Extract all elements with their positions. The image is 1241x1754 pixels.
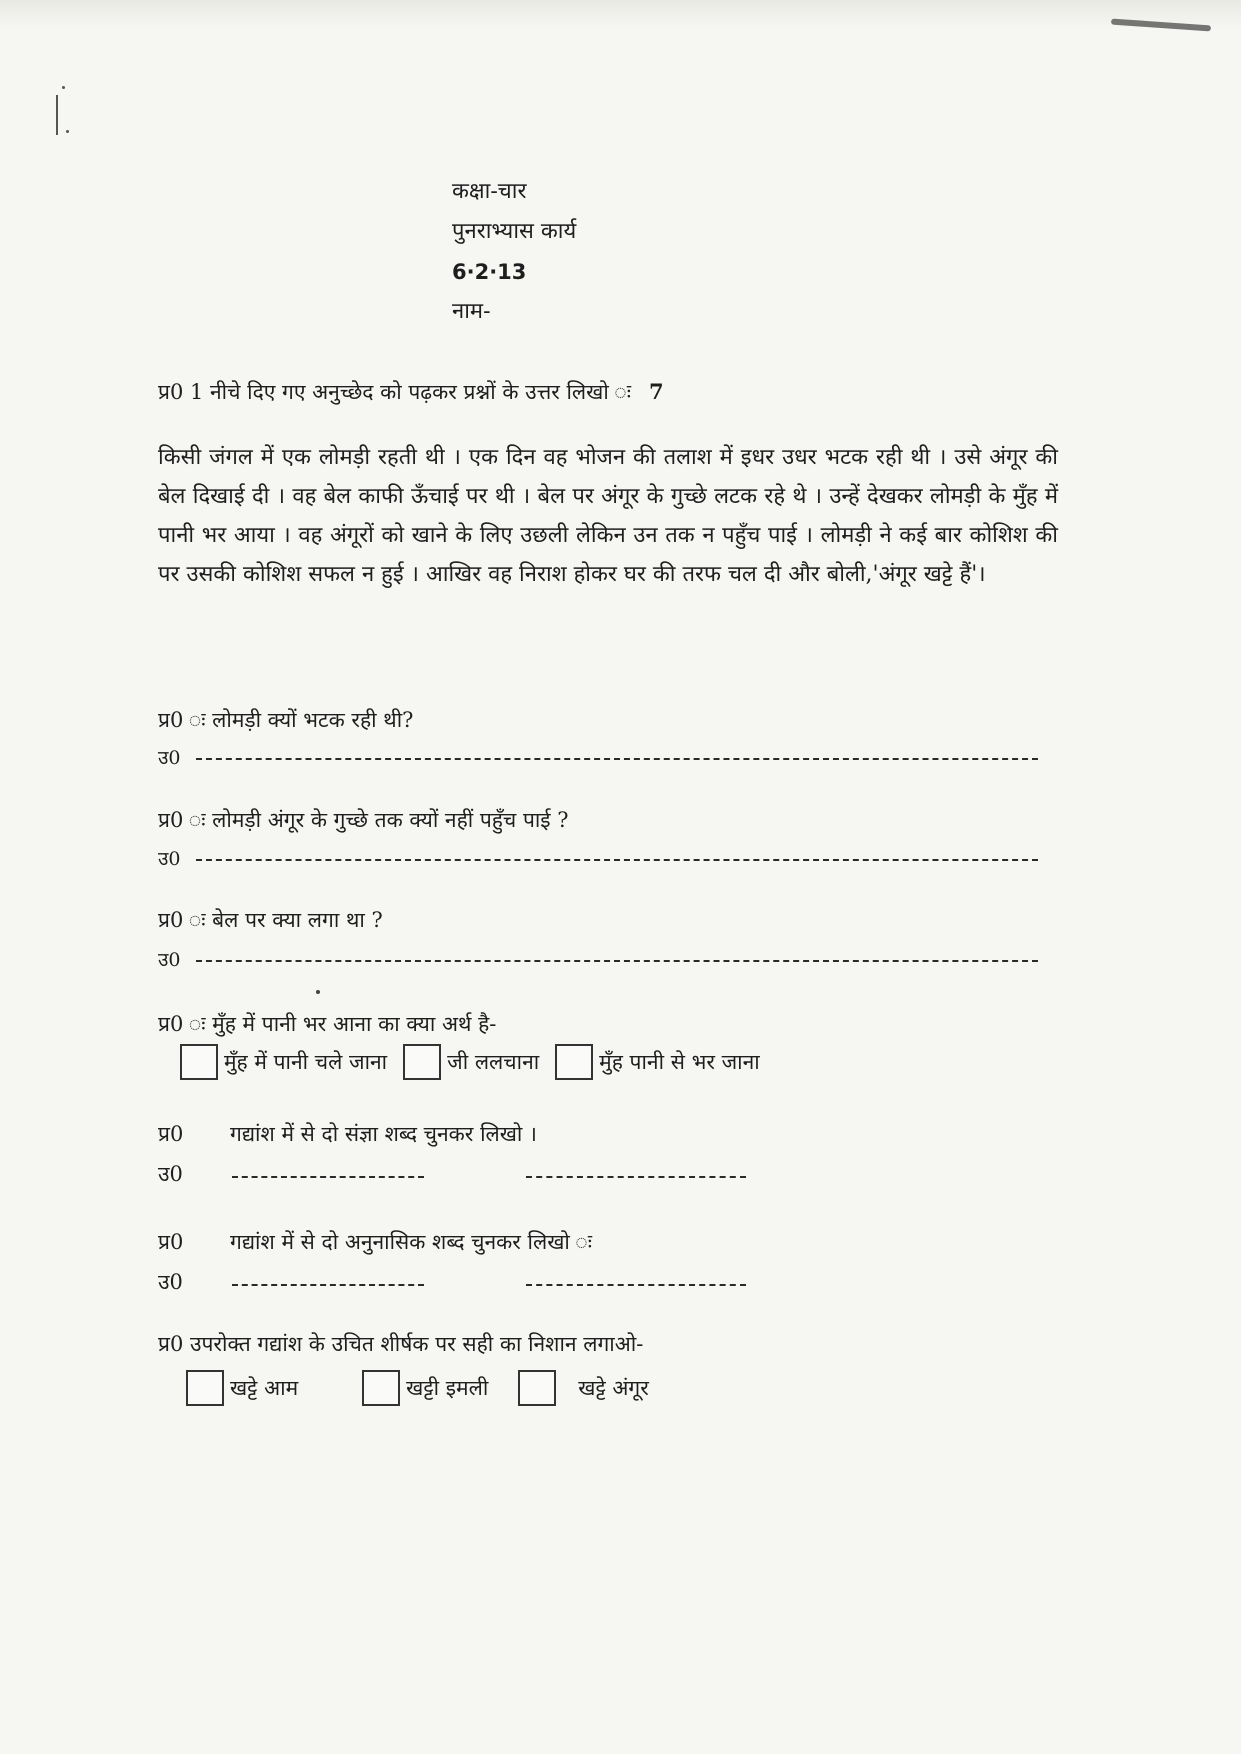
option-checkbox[interactable] — [403, 1044, 441, 1080]
option-checkbox[interactable] — [186, 1370, 224, 1406]
nasal-answer-blank-2[interactable] — [526, 1284, 746, 1286]
margin-mark — [56, 95, 58, 135]
mcq-1-options — [180, 1044, 776, 1080]
mcq-1-question: प्र0 ः मुँह में पानी भर आना का क्या अर्थ है- — [158, 1012, 497, 1036]
worksheet-date: 6·2·13 — [452, 260, 527, 284]
name-label: नाम- — [452, 299, 491, 324]
option-label: मुँह में पानी चले जाना — [224, 1050, 388, 1074]
class-label: कक्षा-चार — [452, 179, 527, 204]
passage-text: किसी जंगल में एक लोमड़ी रहती थी । एक दिन वह भोजन की तलाश में इधर उधर भटक रही थी । उसे अंगूर की बेल दिखाई दी । वह बेल काफी ऊँचाई पर थी । बेल पर अंगूर के गुच्छे लटक रहे थे । उन्हें देखकर लोमड़ी के मुँह में पानी भर आया । वह अंगूरों को खाने के लिए उछली लेकिन उन तक न पहुँच पाई । लोमड़ी ने कई बार कोशिश की पर उसकी कोशिश सफल न हुई । आखिर वह निराश होकर घर की तरफ चल दी और बोली,'अंगूर खट्टे हैं'। — [158, 445, 1058, 587]
margin-dot — [66, 130, 69, 133]
question-b: प्र0 ः लोमड़ी अंगूर के गुच्छे तक क्यों नहीं पहुँच पाई ? — [158, 808, 569, 832]
option-checkbox[interactable] — [518, 1370, 556, 1406]
scan-edge — [0, 0, 1241, 30]
scan-speck — [316, 990, 320, 994]
mcq-2-question: प्र0 उपरोक्त गद्यांश के उचित शीर्षक पर सही का निशान लगाओ- — [158, 1332, 644, 1356]
option-label: जी ललचाना — [447, 1050, 540, 1074]
question-prefix: प्र0 — [158, 1122, 184, 1146]
question-1-text: प्र0 1 नीचे दिए गए अनुच्छेद को पढ़कर प्रश्नों के उत्तर लिखो ः — [158, 380, 631, 404]
option-checkbox[interactable] — [555, 1044, 593, 1080]
option-label: खट्टे आम — [230, 1376, 299, 1400]
noun-answer-blank-1[interactable] — [232, 1176, 424, 1178]
nasal-question: गद्यांश में से दो अनुनासिक शब्द चुनकर लिखो ः — [230, 1230, 592, 1254]
question-1-marks: 7 — [648, 379, 664, 404]
worksheet-header — [452, 172, 576, 332]
answer-label: उ0 — [158, 949, 181, 971]
question-c: प्र0 ः बेल पर क्या लगा था ? — [158, 908, 383, 932]
answer-line-c[interactable] — [158, 946, 1038, 974]
mcq-2-options — [186, 1370, 665, 1406]
option-label: खट्टे अंगूर — [578, 1376, 649, 1400]
noun-answer-blank-2[interactable] — [526, 1176, 746, 1178]
margin-dot — [62, 86, 65, 89]
noun-question: गद्यांश में से दो संज्ञा शब्द चुनकर लिखो । — [230, 1122, 537, 1146]
answer-label: उ0 — [158, 848, 181, 870]
question-1 — [158, 378, 664, 406]
option-label: मुँह पानी से भर जाना — [599, 1050, 760, 1074]
worksheet-title: पुनराभ्यास कार्य — [452, 219, 577, 244]
answer-label: उ0 — [158, 1270, 183, 1294]
nasal-answer-blank-1[interactable] — [232, 1284, 424, 1286]
question-a: प्र0 ः लोमड़ी क्यों भटक रही थी? — [158, 708, 414, 732]
option-checkbox[interactable] — [362, 1370, 400, 1406]
option-checkbox[interactable] — [180, 1044, 218, 1080]
question-prefix: प्र0 — [158, 1230, 184, 1254]
answer-line-a[interactable] — [158, 744, 1038, 772]
answer-label: उ0 — [158, 747, 181, 769]
option-label: खट्टी इमली — [406, 1376, 489, 1400]
answer-label: उ0 — [158, 1162, 183, 1186]
answer-line-b[interactable] — [158, 845, 1038, 873]
